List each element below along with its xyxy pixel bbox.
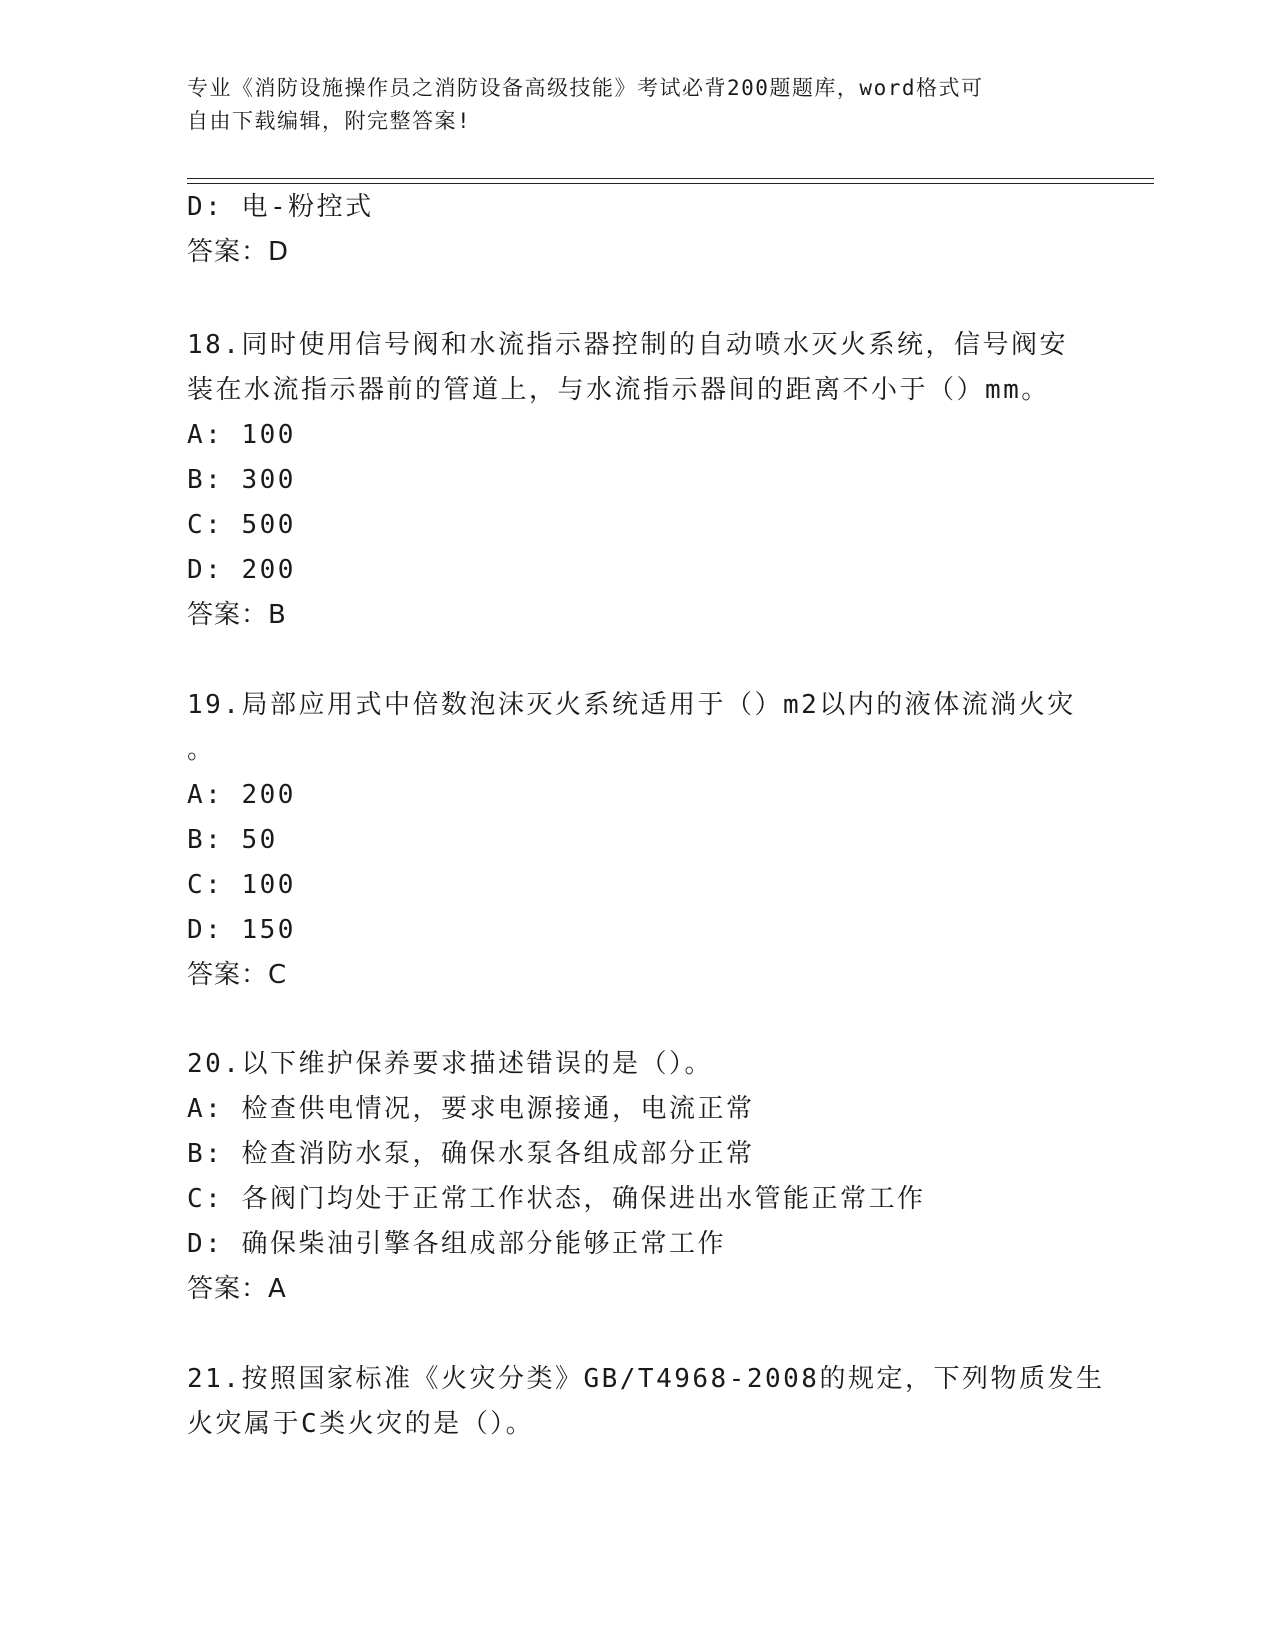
q18-option-b: B: 300: [187, 465, 296, 495]
q19-option-b: B: 50: [187, 825, 278, 855]
q19-stem-line-2: 。: [187, 735, 216, 765]
header-line-1: 专业《消防设施操作员之消防设备高级技能》考试必背200题题库，word格式可: [187, 76, 984, 100]
q18-option-d: D: 200: [187, 555, 296, 585]
prev-option-d: D: 电-粉控式: [187, 192, 374, 222]
q21-stem-line-2: 火灾属于C类火灾的是（）。: [187, 1409, 535, 1439]
q20-option-b: B: 检查消防水泵，确保水泵各组成部分正常: [187, 1139, 755, 1169]
q21-stem-line-1: 21.按照国家标准《火灾分类》GB/T4968-2008的规定，下列物质发生: [187, 1364, 1105, 1394]
q19-option-c: C: 100: [187, 870, 296, 900]
header-divider-top: [187, 178, 1154, 179]
q20-option-c: C: 各阀门均处于正常工作状态，确保进出水管能正常工作: [187, 1184, 926, 1214]
q18-answer: 答案：B: [187, 600, 287, 630]
header-line-2: 自由下载编辑，附完整答案!: [187, 109, 472, 133]
q19-option-d: D: 150: [187, 915, 296, 945]
q19-answer: 答案：C: [187, 960, 288, 990]
q20-answer: 答案：A: [187, 1274, 287, 1304]
q20-option-a: A: 检查供电情况，要求电源接通，电流正常: [187, 1094, 755, 1124]
q20-stem-line-1: 20.以下维护保养要求描述错误的是（）。: [187, 1049, 713, 1079]
q18-option-c: C: 500: [187, 510, 296, 540]
prev-answer: 答案：D: [187, 237, 290, 267]
page-header: [187, 72, 1067, 138]
q18-stem-line-2: 装在水流指示器前的管道上，与水流指示器间的距离不小于（）mm。: [187, 375, 1050, 405]
q19-stem-line-1: 19.局部应用式中倍数泡沫灭火系统适用于（）m2以内的液体流淌火灾: [187, 690, 1076, 720]
header-divider-bottom: [187, 183, 1154, 184]
q18-option-a: A: 100: [187, 420, 296, 450]
q18-stem-line-1: 18.同时使用信号阀和水流指示器控制的自动喷水灭火系统，信号阀安: [187, 330, 1068, 360]
q20-option-d: D: 确保柴油引擎各组成部分能够正常工作: [187, 1229, 726, 1259]
q19-option-a: A: 200: [187, 780, 296, 810]
